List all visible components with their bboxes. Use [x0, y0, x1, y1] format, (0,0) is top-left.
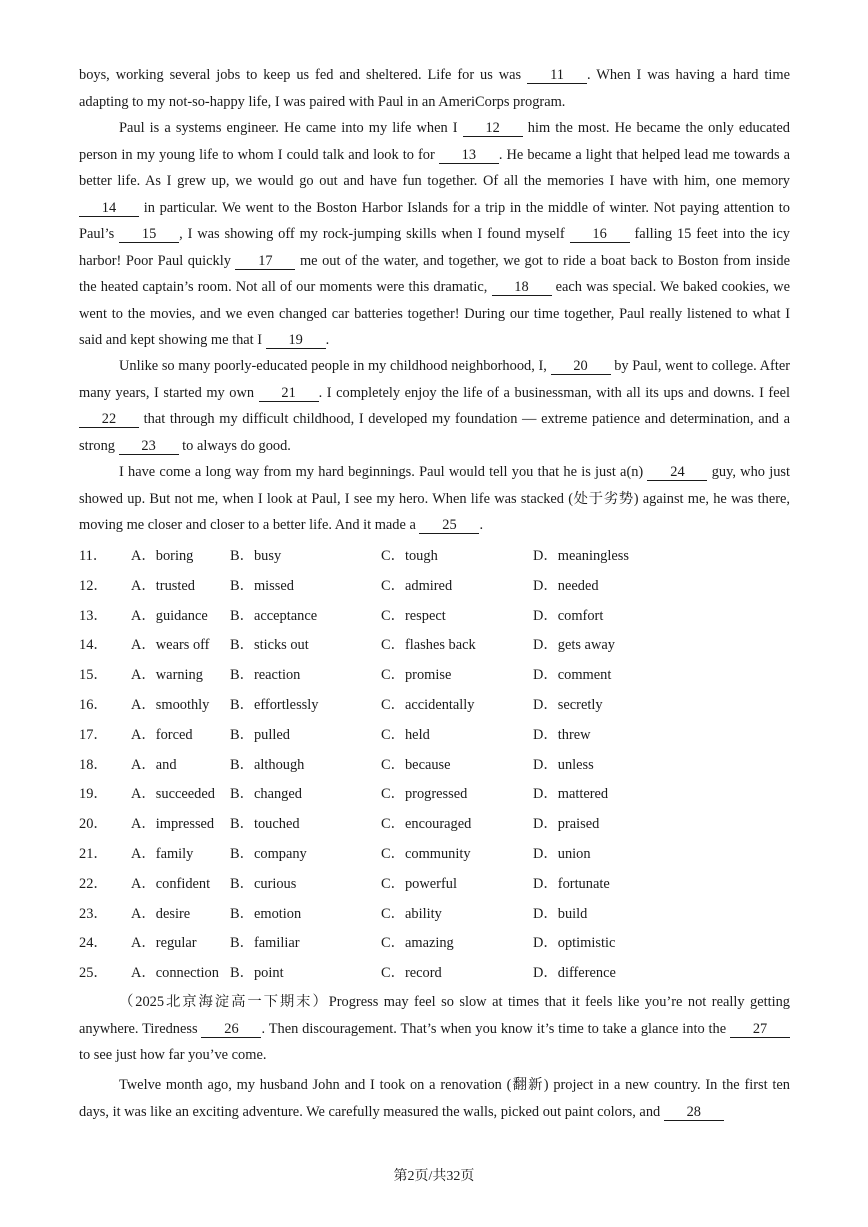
option-a[interactable]: A．desire — [131, 905, 191, 922]
passage-text: （2025北京海淀高一下期末）Progress may feel so slow at times that it feels like you’re not really getting anywhere. Tiredness — [79, 994, 790, 1037]
answer-blank: 25 — [419, 517, 479, 534]
question-number: 25． — [79, 965, 108, 982]
question-number: 20． — [79, 816, 108, 833]
passage1-paragraph4 — [79, 459, 790, 539]
passage1-paragraph1 — [79, 62, 790, 115]
option-a[interactable]: A．and — [131, 756, 177, 773]
answer-blank: 21 — [259, 385, 319, 402]
option-d[interactable]: D．gets away — [533, 637, 615, 654]
passage1-paragraph2 — [79, 115, 790, 354]
passage-text: each was special. We baked cookies, we went to the movies, and we even changed car batteries together! During our time together, Paul really listened to what I said and kept showing me that I — [79, 279, 791, 348]
option-b[interactable]: B．missed — [230, 577, 294, 594]
option-b[interactable]: B．reaction — [230, 667, 301, 684]
option-c[interactable]: C．respect — [381, 607, 446, 624]
answer-blank: 12 — [463, 120, 523, 137]
passage-text: . — [325, 332, 330, 348]
passage-text: by Paul, went to college. After many years, I started my own — [79, 358, 790, 401]
option-c[interactable]: C．ability — [381, 905, 442, 922]
answer-blank: 11 — [527, 67, 587, 84]
option-b[interactable]: B．curious — [230, 875, 297, 892]
passage2-paragraph2 — [79, 1072, 790, 1125]
passage-text: , I was showing off my rock-jumping skills when I found myself — [179, 226, 570, 242]
passage-text: in particular. We went to the Boston Harbor Islands for a trip in the middle of winter. Not paying attention to Paul’s — [79, 199, 790, 242]
option-d[interactable]: D．optimistic — [533, 935, 616, 952]
question-number: 24． — [79, 935, 108, 952]
option-c[interactable]: C．accidentally — [381, 697, 475, 713]
option-d[interactable]: D．mattered — [533, 786, 609, 803]
passage-text: . — [479, 517, 484, 533]
question-number: 13． — [79, 607, 108, 624]
question-number: 18． — [79, 756, 108, 773]
passage-text: guy, who just showed up. But not me, when I look at Paul, I see my hero. When life was stacked (处于劣势) against me, he was there, moving me closer and closer to a better life. And it made a — [79, 464, 790, 533]
option-c[interactable]: C．tough — [381, 548, 438, 564]
passage-text: I have come a long way from my hard beginnings. Paul would tell you that he is just a(n) — [119, 464, 648, 480]
option-a[interactable]: A．forced — [131, 726, 193, 743]
page-footer: 第2页/共32页 — [393, 1169, 475, 1184]
passage-text: . Then discouragement. That’s when you know it’s time to take a glance into the — [261, 1020, 731, 1037]
option-d[interactable]: D．fortunate — [533, 875, 610, 892]
question-number: 14． — [79, 637, 108, 654]
question-number: 11． — [79, 548, 108, 564]
option-a[interactable]: A．family — [131, 846, 194, 862]
option-a[interactable]: A．guidance — [131, 607, 208, 624]
option-d[interactable]: D．comment — [533, 667, 612, 684]
option-c[interactable]: C．held — [381, 726, 430, 743]
option-c[interactable]: C．community — [381, 846, 471, 862]
passage-text: him the most. He became the only educated person in my young life to whom I could talk and look to for — [79, 120, 790, 163]
option-b[interactable]: B．sticks out — [230, 637, 309, 654]
option-d[interactable]: D．unless — [533, 756, 594, 773]
option-d[interactable]: D．difference — [533, 965, 616, 982]
option-d[interactable]: D．build — [533, 905, 588, 922]
option-b[interactable]: B．acceptance — [230, 607, 318, 624]
passage-text: that through my difficult childhood, I developed my foundation — extreme patience and determination, and a strong — [79, 411, 790, 454]
passage-text: . He became a light that helped lead me towards a better life. As I grew up, we would go out and have fun together. Of all the memories I have with him, one memory — [79, 146, 790, 189]
passage2-paragraph1 — [79, 989, 790, 1069]
option-d[interactable]: D．threw — [533, 726, 591, 743]
option-a[interactable]: A．confident — [131, 875, 211, 892]
option-d[interactable]: D．praised — [533, 816, 600, 833]
option-a[interactable]: A．impressed — [131, 816, 215, 833]
answer-blank: 19 — [266, 332, 326, 349]
option-d[interactable]: D．meaningless — [533, 548, 629, 564]
question-number: 16． — [79, 697, 108, 713]
option-a[interactable]: A．warning — [131, 667, 203, 684]
option-a[interactable]: A．succeeded — [131, 786, 215, 803]
answer-blank: 28 — [664, 1104, 724, 1121]
option-c[interactable]: C．powerful — [381, 875, 457, 892]
passage-text: Unlike so many poorly-educated people in my childhood neighborhood, I, — [119, 358, 551, 374]
passage-text: . When I was having a hard time adapting to my not-so-happy life, I was paired with Paul in an AmeriCorps program. — [79, 67, 790, 110]
passage-text: Paul is a systems engineer. He came into my life when I — [119, 120, 463, 136]
answer-blank: 27 — [730, 1021, 790, 1038]
option-c[interactable]: C．encouraged — [381, 816, 472, 833]
option-a[interactable]: A．regular — [131, 935, 197, 952]
question-number: 23． — [79, 905, 108, 922]
option-a[interactable]: A．trusted — [131, 577, 195, 594]
option-c[interactable]: C．progressed — [381, 786, 468, 803]
answer-blank: 18 — [492, 279, 552, 296]
option-d[interactable]: D．needed — [533, 577, 599, 594]
answer-blank: 23 — [119, 438, 179, 455]
passage1-paragraph3 — [79, 353, 790, 459]
option-b[interactable]: B．effortlessly — [230, 697, 319, 713]
question-number: 22． — [79, 875, 108, 892]
question-number: 19． — [79, 786, 108, 803]
option-d[interactable]: D．secretly — [533, 697, 603, 713]
answer-blank: 16 — [570, 226, 630, 243]
option-b[interactable]: B．busy — [230, 548, 282, 564]
question-number: 21． — [79, 846, 108, 862]
answer-blank: 24 — [647, 464, 707, 481]
option-a[interactable]: A．wears off — [131, 637, 210, 654]
passage-text: boys, working several jobs to keep us fed and sheltered. Life for us was — [79, 67, 528, 83]
option-a[interactable]: A．boring — [131, 548, 194, 564]
option-d[interactable]: D．union — [533, 846, 591, 862]
option-a[interactable]: A．smoothly — [131, 697, 210, 713]
option-b[interactable]: B．familiar — [230, 935, 300, 952]
option-a[interactable]: A．connection — [131, 965, 219, 982]
answer-blank: 14 — [79, 200, 139, 217]
option-b[interactable]: B．point — [230, 965, 284, 982]
option-b[interactable]: B．touched — [230, 816, 300, 833]
option-b[interactable]: B．company — [230, 846, 307, 862]
question-number: 12． — [79, 577, 108, 594]
answer-blank: 20 — [551, 358, 611, 375]
question-number: 17． — [79, 726, 108, 743]
option-d[interactable]: D．comfort — [533, 607, 604, 624]
option-b[interactable]: B．changed — [230, 786, 302, 803]
answer-blank: 22 — [79, 411, 139, 428]
option-c[interactable]: C．flashes back — [381, 637, 476, 654]
passage-text: . I completely enjoy the life of a businessman, with all its ups and downs. I feel — [318, 384, 790, 401]
option-b[interactable]: B．pulled — [230, 726, 290, 743]
question-number: 15． — [79, 667, 108, 684]
option-c[interactable]: C．admired — [381, 577, 453, 594]
option-c[interactable]: C．record — [381, 965, 442, 982]
passage-text: Twelve month ago, my husband John and I took on a renovation (翻新) project in a new country. In the first ten days, it was like an exciting adventure. We carefully measured the walls, picked out paint colors, and — [79, 1077, 790, 1120]
option-c[interactable]: C．promise — [381, 667, 452, 684]
passage-text: falling 15 feet into the icy harbor! Poor Paul quickly — [79, 226, 791, 269]
answer-blank: 17 — [235, 253, 295, 270]
answer-blank: 13 — [439, 147, 499, 164]
option-c[interactable]: C．amazing — [381, 935, 454, 952]
answer-blank: 15 — [119, 226, 179, 243]
passage-text: to see just how far you’ve come. — [79, 1047, 267, 1063]
option-b[interactable]: B．although — [230, 756, 305, 773]
option-c[interactable]: C．because — [381, 756, 451, 773]
option-b[interactable]: B．emotion — [230, 905, 302, 922]
passage-text: me out of the water, and together, we got to ride a boat back to Boston from inside the heated captain’s room. Not all of our moments were this dramatic, — [79, 252, 790, 295]
answer-blank: 26 — [201, 1021, 261, 1038]
passage-text: to always do good. — [178, 437, 291, 454]
